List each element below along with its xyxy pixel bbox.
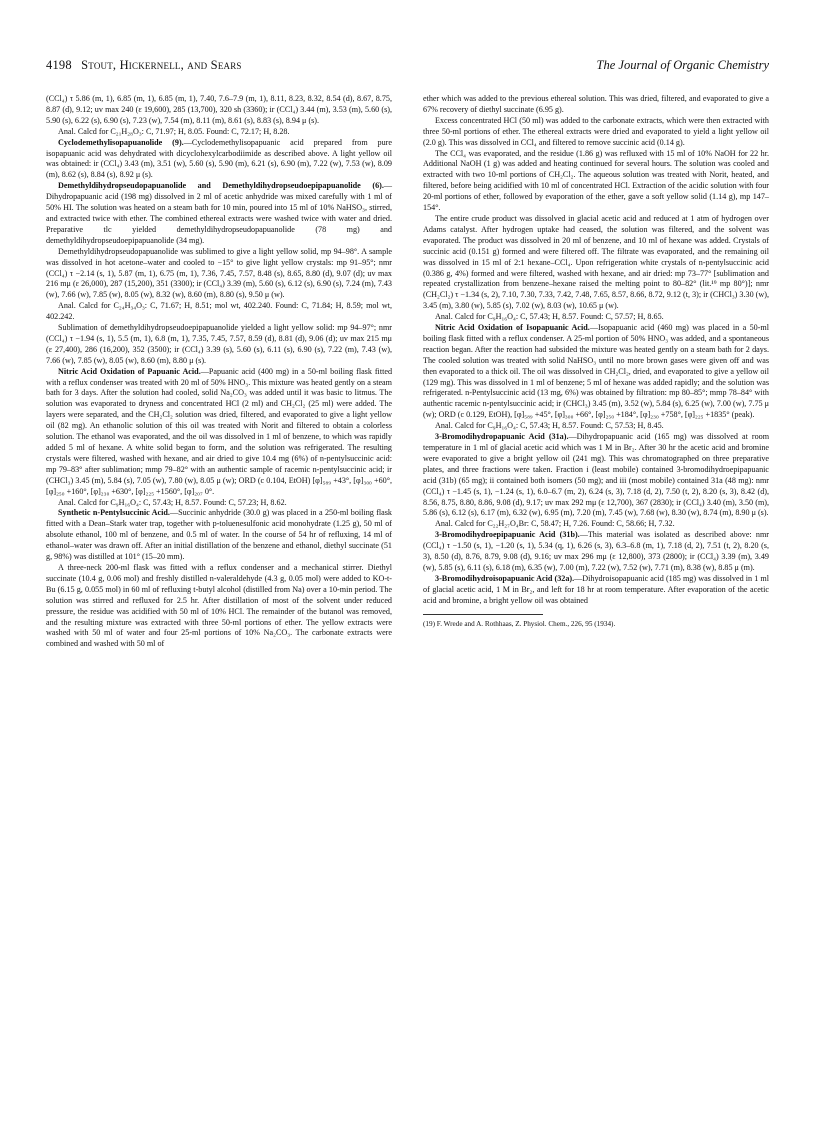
section-heading: 3-Bromodihydroisopapuanic Acid (32a).: [435, 573, 575, 583]
header-authors: Stout, Hickernell, and Sears: [81, 58, 242, 72]
paragraph: [46, 498, 392, 509]
paragraph-text: Anal. Calcd for C₂₁H₂₈O₃: C, 71.97; H, 8.05. Found: C, 72.17; H, 8.28.: [58, 126, 290, 136]
paragraph-text: Anal. Calcd for C₂₂H₂₇O₄Br: C, 58.47; H, 7.26. Found: C, 58.66; H, 7.32.: [435, 519, 675, 529]
section-heading: Demethyldihydropseudopapuanolide and Demethyldihydropseudoepipapuanolide (6).: [58, 181, 384, 191]
paragraph: [46, 323, 392, 367]
header-left: [46, 58, 242, 73]
paragraph: [46, 94, 392, 127]
paragraph: [423, 530, 769, 574]
footnote-divider: [423, 614, 543, 615]
paragraph: [46, 367, 392, 498]
paragraph-text: Demethyldihydropseudopapuanolide was sublimed to give a light yellow solid, mp 94–98°. A sample was dissolved in hot acetone–water and cooled to −15° to give light yellow crystals: mp 91–95°; nmr (CCl₄) τ −2.14 (s, 1), 5.87 (m, 1), 6.75 (m, 1), 7.36, 7.45, 7.57, 8.48 (s), 8.65, 8.80 (d), 9.07 (d); uv max 216 mμ (ε 26,000), 287 (15,200), 351 (3300); ir (CCl₄) 3.39 (m), 5.60 (s), 6.12 (s), 6.90 (s), 7.24 (m), 7.43 (w), 7.66 (w), 7.85 (w), 8.05 (w), 8.32 (w), 8.60 (m), 8.80 (s), 9.50 μ (w).: [46, 246, 392, 300]
paragraph: [423, 421, 769, 432]
paragraph: [423, 432, 769, 519]
paragraph-text: Anal. Calcd for C₉H₁₆O₄: C, 57.43; H, 8.57. Found: C, 57.23; H, 8.62.: [58, 497, 287, 507]
paragraph: [423, 574, 769, 607]
paragraph-text: —Isopapuanic acid (460 mg) was placed in a 50-ml boiling flask fitted with a reflux condenser. A 25-ml portion of 50% HNO₃ was added, and a spontaneous reaction began. After the reaction had subsided the mixture was heated gently on a steam bath for 2 days. The cooled solution was treated with solid NaHSO₃ until no more brown gases were given off and was then evaporated to a thick oil. The oil was dissolved in CH₂Cl₂, dried, and evaporated to give a yellow oil (129 mg). This was dissolved in 1 ml of benzene; 5 ml of hexane was added rapidly; and the solution was refrigerated. n-Pentylsuccinic acid (13 mg, 6%) was obtained by filtration: mp 80–85°; mmp 78–84° with authentic racemic n-pentylsuccinic acid; ir (CHCl₃) 3.45 (m), 3.52 (w), 5.84 (s), 6.25 (w), 7.00 (w), 7.75 μ (w); ORD (c 0.129, EtOH), [φ]₅₈₉ +45°, [φ]₃₀₀ +66°, [φ]₂₅₀ +184°, [φ]₂₃₀ +758°, [φ]₂₂₅ +1835° (peak).: [423, 323, 769, 420]
paragraph: [423, 116, 769, 149]
paragraph: [423, 519, 769, 530]
paragraph: [46, 563, 392, 650]
section-heading: Nitric Acid Oxidation of Papuanic Acid.: [58, 366, 201, 376]
paragraph-text: Anal. Calcd for C₂₄H₃₄O₃: C, 71.67; H, 8.51; mol wt, 402.240. Found: C, 71.84; H, 8.59; mol wt, 402.242.: [46, 301, 392, 322]
paragraph-text: —Papuanic acid (400 mg) in a 50-ml boiling flask fitted with a reflux condenser was treated with 20 ml of 50% HNO₃. This mixture was heated gently on a steam bath for 3 days. After the solution had cooled, solid Na₂CO₃ was added until it was basic to litmus. The solution was evaporated to dryness and concentrated HCl (2 ml) and CH₂Cl₂ (25 ml) were added. The layers were separated, and the CH₂Cl₂ solution was dried, filtered, and evaporated to give a light yellow oil (82 mg). An ethanolic solution of this oil was treated with Norit and filtered to obtain a colorless solution. The ethanol was evaporated, and the oil was dissolved in 1 ml of benzene, to which was rapidly added 5 ml of hexane. A white solid began to form, and the solution was refrigerated. The resulting crystals were filtered, washed with hexane, and air dried to give 10.4 mg (6%) of n-pentylsuccinic acid: mp 79–83° after sublimation; mmp 79–82° with an authentic sample of racemic n-pentylsuccinic acid; ir (CHCl₃) 3.45 (m), 5.84 (s), 7.05 (w), 7.80 (w), 8.05 μ (w); ORD (c 0.104, EtOH) [φ]₅₈₉ +43°, [φ]₃₀₀ +60°, [φ]₂₅₀ +160°, [φ]₂₃₀ +630°, [φ]₂₂₅ +1560°, [φ]₂₀₇ 0°.: [46, 366, 393, 496]
page-number: 4198: [46, 58, 72, 72]
paragraph: [423, 312, 769, 323]
section-heading: Nitric Acid Oxidation of Isopapuanic Acid.: [435, 323, 590, 333]
paragraph: [423, 94, 769, 116]
journal-title: The Journal of Organic Chemistry: [596, 58, 769, 72]
paragraph: [46, 247, 392, 302]
paragraph: [46, 138, 392, 182]
left-text-column: [46, 94, 392, 650]
paragraph-text: Excess concentrated HCl (50 ml) was added to the carbonate extracts, which were then extracted with three 50-ml portions of ether. The ethereal extracts were dried and evaporated to yield a light yellow oil (2.0 g). This was dissolved in CCl₄ and filtered to remove succinic acid (0.14 g).: [423, 115, 769, 147]
paragraph-text: The entire crude product was dissolved in glacial acetic acid and reduced at 1 atm of hydrogen over Adams catalyst. After hydrogen uptake had ceased, the solution was filtered, and the solvent was evaporated. The product was dissolved in 20 ml of benzene, and 10 ml of hexane was added. Crystals of succinic acid (0.151 g) formed and were filtered off. The filtrate was evaporated, and the remaining oil was dissolved in 15 ml of 2:1 hexane–CCl₄. Upon refrigeration white crystals of n-pentylsuccinic acid (0.386 g, 4%) formed and were filtered, washed with hexane, and air dried: mp 73–77° [sublimation and repeated crystallization from benzene–hexane raised the melting point to 80–82° (lit.¹⁹ mp 80°)]; nmr (CH₂Cl₂) τ −1.34 (s, 2), 7.10, 7.30, 7.33, 7.42, 7.48, 7.65, 8.57, 8.66, 8.72, 9.12 (t, 3); ir (CHCl₃) 3.30 (w), 3.45 (m), 3.80 (w), 5.85 (s), 7.02 (w), 8.03 (w), 10.65 μ (w).: [423, 213, 769, 311]
paragraph: [423, 149, 769, 214]
paragraph-text: —Dihydroisopapuanic acid (185 mg) was dissolved in 1 ml of glacial acetic acid, 1 M in Br₂, and left for 18 hr at room temperature. After evaporation of the acetic acid and bromine, a bright yellow oil was obtained: [423, 573, 769, 605]
right-text-column: [423, 94, 769, 629]
paragraph: [46, 508, 392, 563]
section-heading: Cyclodemethylisopapuanolide (9).: [58, 137, 184, 147]
paragraph-text: Anal. Calcd for C₉H₁₆O₄: C, 57.43; H, 8.57. Found: C, 57.57; H, 8.65.: [435, 312, 664, 322]
paragraph: [46, 301, 392, 323]
section-heading: Synthetic n-Pentylsuccinic Acid.: [58, 508, 170, 518]
footnote: (19) F. Wrede and A. Rothhaas, Z. Physiol. Chem., 226, 95 (1934).: [423, 619, 616, 628]
paragraph-text: The CCl₄ was evaporated, and the residue (1.86 g) was refluxed with 15 ml of 10% NaOH for 22 hr. Additional NaOH (1 g) was added and heating continued for several hours. The solution was cooled and extracted with two 10-ml portions of CH₂Cl₂. The aqueous solution was treated with Norit, heated, and filtered, before being acidified with 10 ml of concentrated HCl. Extraction of the acidic solution with four 20-ml portions of ether, followed by evaporation of the ether, gave a soft yellow solid (1.14 g), mp 147–154°.: [423, 148, 769, 213]
paragraph: [46, 181, 392, 246]
paragraph-text: —Cyclodemethylisopapuanic acid prepared from pure isopapuanic acid was dehydrated with dicyclohexylcarbodiimide as described above. A light yellow oil was obtained: ir (CCl₄) 3.43 (m), 3.51 (w), 5.60 (s), 5.90 (m), 6.21 (s), 6.90 (m), 7.22 (w), 7.53 (w), 8.09 (m), 8.62 (s), 8.84 (s), 8.92 μ (s).: [46, 137, 392, 180]
paragraph-text: (CCl₄) τ 5.86 (m, 1), 6.85 (m, 1), 6.85 (m, 1), 7.40, 7.6–7.9 (m, 1), 8.11, 8.23, 8.32, 8.54 (d), 8.67, 8.75, 8.87 (d), 9.12; uv max 240 (ε 19,600), 285 (13,700), 320 sh (3360); ir (CCl₄) 3.44 (m), 3.53 (m), 5.60 (s), 5.90 (s), 6.22 (s), 6.90 (s), 7.23 (w), 7.54 (m), 8.11 (m), 8.61 (s), 8.83 (s), 8.94 μ (s).: [46, 94, 392, 125]
paragraph-text: —Dihydropapuanic acid (165 mg) was dissolved at room temperature in 1 ml of glacial acetic acid which was 1 M in Br₂. After 30 hr the acetic acid and bromine were evaporated to give a bright yellow oil (241 mg). This was chromatographed on three preparative plates, and three fractions were taken. Fraction i (least mobile) contained 3-bromodihydroepipapuanic acid (31b) (65 mg); ii contained both isomers (50 mg); and iii (most mobile) contained 31a (48 mg): nmr (CCl₄) τ −1.45 (s, 1), −1.24 (s, 1), 6.0–6.7 (m, 2), 6.24 (s, 3), 7.18 (d, 2), 7.50 (t, 2), 8.20 (s, 3), 8.42 (d), 8.56, 8.75, 8.80, 8.86, 9.08 (d), 9.17; uv max 292 mμ (ε 12,700), 367 (2830); ir (CCl₄) 3.40 (m), 3.50 (m), 5.86 (s), 6.12 (s), 6.17 (m), 6.32 (w), 6.95 (m), 7.20 (m), 7.45 (w), 7.68 (w), 8.30 (w), 8.74 (m), 8.90 μ (s).: [423, 432, 770, 518]
section-heading: 3-Bromodihydropapuanic Acid (31a).: [435, 432, 569, 442]
paragraph-text: A three-neck 200-ml flask was fitted with a reflux condenser and a mechanical stirrer. Diethyl succinate (10.4 g, 0.06 mol) and freshly distilled n-valeraldehyde (4.3 g, 0.05 mol) were added to KO-t-Bu (6.15 g, 0.055 mol) in 60 ml of refluxing t-butyl alcohol (distilled from Na) over a 10-min period. The solution was stirred and refluxed for 2.5 hr. After distillation of most of the solvent under reduced pressure, the residue was acidified with 50 ml of 10% HCl. The remainder of the butanol was removed, and the resulting mixture was extracted with three 50-ml portions of ether. The yellow extracts were washed with 50 ml of water and four 25-ml portions of 10% Na₂CO₃. The carbonate extracts were combined and washed with 50 ml of: [46, 562, 392, 649]
paragraph-text: —Dihydropapuanic acid (198 mg) dissolved in 2 ml of acetic anhydride was mixed carefully with 1 ml of 50% HI. The solution was heated on a steam bath for 10 min, poured into 15 ml of 10% NaHSO₃, stirred, and extracted twice with ether. The combined ethereal extracts were washed twice with water and dried. Preparative tlc yielded demethyldihydropseudopapuanolide (78 mg) and demethyldihydropseudoepipapuanolide (34 mg).: [46, 181, 392, 245]
paragraph-text: Sublimation of demethyldihydropseudoepipapuanolide yielded a light yellow solid: mp 94–97°; nmr (CCl₄) τ −1.94 (s, 1), 5.5 (m, 1), 6.8 (m, 1), 7.35, 7.45, 7.57, 8.59 (d), 8.81 (d), 9.06 (d); uv max 215 mμ (ε 27,400), 286 (16,200), 352 (3500); ir (CCl₄) 3.39 (s), 5.60 (s), 6.11 (s), 6.90 (s), 7.22 (m), 7.43 (w), 7.66 (w), 7.85 (w), 8.05 (w), 8.60 (m), 8.80 μ (s).: [46, 323, 392, 365]
paragraph-text: ether which was added to the previous ethereal solution. This was dried, filtered, and evaporated to give a 67% recovery of diethyl succinate (6.95 g).: [423, 94, 769, 114]
paragraph-text: —This material was isolated as described above: nmr (CCl₄) τ −1.50 (s, 1), −1.20 (s, 1), 5.34 (q, 1), 6.26 (s, 3), 6.3–6.8 (m, 1), 7.18 (d, 2), 7.51 (t, 2), 8.20 (s, 3), 8.50 (d), 8.76, 8.79, 9.08 (d), 9.16; uv max 296 mμ (ε 12,800), 373 (2800); ir (CCl₄) 3.39 (m), 3.49 (w), 5.85 (s), 6.11 (s), 6.18 (m), 6.35 (w), 7.00 (m), 7.22 (w), 7.52 (w), 7.71 (m), 8.38 (w), 8.85 μ (m).: [423, 530, 769, 572]
paragraph: [423, 323, 769, 421]
paragraph: [46, 127, 392, 138]
paragraph: [423, 214, 769, 312]
section-heading: 3-Bromodihydroepipapuanic Acid (31b).: [435, 530, 580, 540]
running-header: [46, 58, 769, 78]
paragraph-text: Anal. Calcd for C₉H₁₆O₄: C, 57.43; H, 8.57. Found: C, 57.53; H, 8.45.: [435, 421, 664, 431]
paragraph-text: —Succinic anhydride (30.0 g) was placed in a 250-ml boiling flask fitted with a Dean–Stark water trap, together with p-toluenesulfonic acid monohydrate (1.25 g), 50 ml of absolute ethanol, 100 ml of benzene, and 0.5 ml of water. In the course of 54 hr of refluxing, 14 ml of ethanol–water was drawn off. After an initial distillation of the benzene and ethanol, diethyl succinate (51 g, 98%) was distilled at 101° (15–20 mm).: [46, 508, 392, 562]
